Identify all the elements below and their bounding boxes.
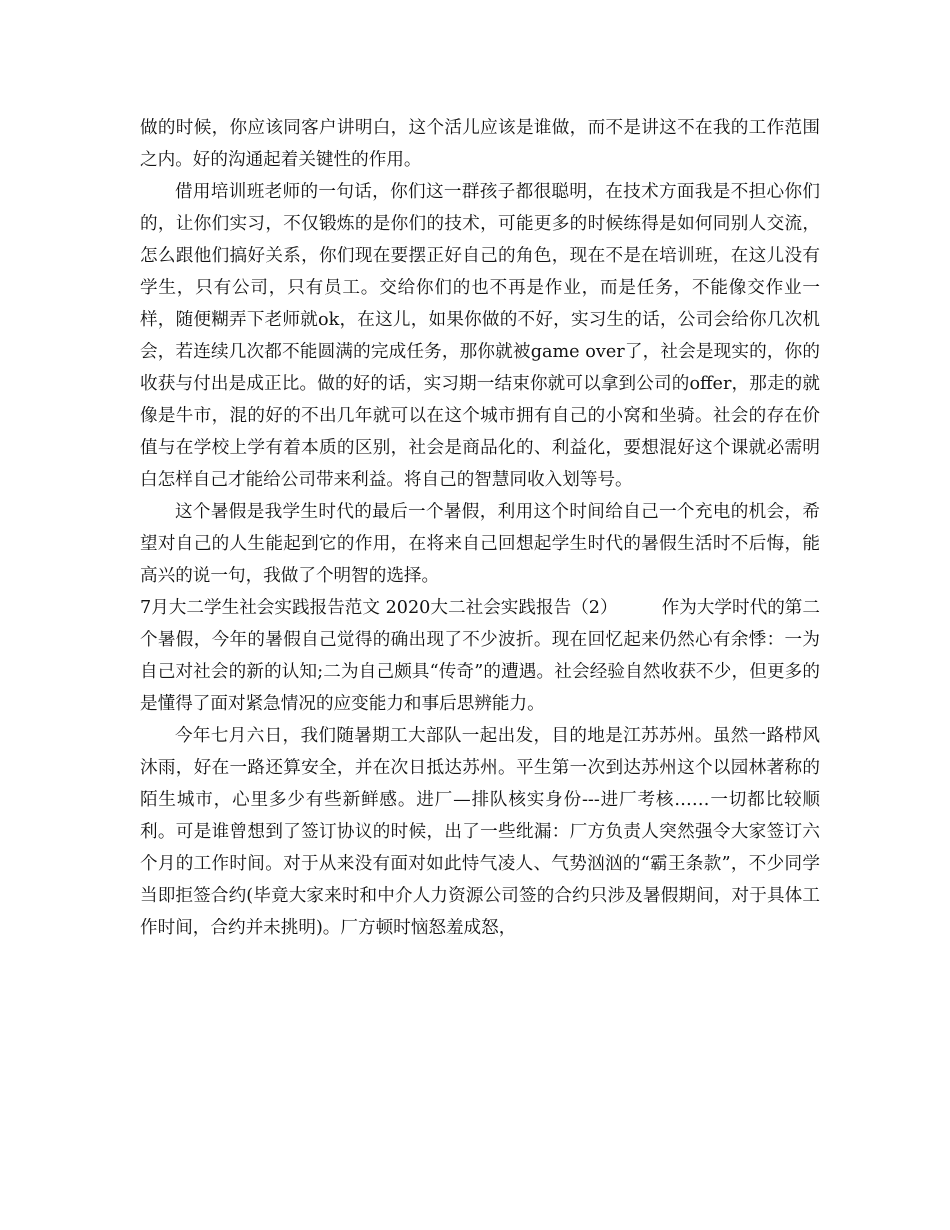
paragraph-report-title-intro: 7月大二学生社会实践报告范文 2020大二社会实践报告（2） 作为大学时代的第二个暑假，今年的暑假自己觉得的确出现了不少波折。现在回忆起来仍然心有余悸：一为自己对社会的新的认知;二为自己颇具“传奇”的遭遇。社会经验自然收获不少，但更多的是懂得了面对紧急情况的应变能力和事后思辨能力。: [140, 598, 820, 714]
document-page: [140, 112, 820, 944]
paragraph-suzhou-trip: 今年七月六日，我们随暑期工大部队一起出发，目的地是江苏苏州。虽然一路栉风沐雨，好在一路还算安全，并在次日抵达苏州。平生第一次到达苏州这个以园林著称的陌生城市，心里多少有些新鲜感。进厂—排队核实身份---进厂考核……一切都比较顺利。可是谁曾想到了签订协议的时候，出了一些纰漏：厂方负责人突然强令大家签订六个月的工作时间。对于从来没有面对如此恃气凌人、气势汹汹的“霸王条款”，不少同学当即拒签合约(毕竟大家来时和中介人力资源公司签的合约只涉及暑假期间，对于具体工作时间，合约并未挑明)。厂方顿时恼怒羞成怒，: [140, 726, 820, 938]
paragraph-trainer-quote: 借用培训班老师的一句话，你们这一群孩子都很聪明，在技术方面我是不担心你们的，让你们实习，不仅锻炼的是你们的技术，可能更多的时候练得是如何同别人交流，怎么跟他们搞好关系，你们现在要摆正好自己的角色，现在不是在培训班，在这儿没有学生，只有公司，只有员工。交给你们的也不再是作业，而是任务，不能像交作业一样，随便糊弄下老师就ok，在这儿，如果你做的不好，实习生的话，公司会给你几次机会，若连续几次都不能圆满的完成任务，那你就被game over了，社会是现实的，你的收获与付出是成正比。做的好的话，实习期一结束你就可以拿到公司的offer，那走的就像是牛市，混的好的不出几年就可以在这个城市拥有自己的小窝和坐骑。社会的存在价值与在学校上学有着本质的区别，社会是商品化的、利益化，要想混好这个课就必需明白怎样自己才能给公司带来利益。将自己的智慧同收入划等号。: [140, 182, 820, 490]
paragraph-summer-conclusion: 这个暑假是我学生时代的最后一个暑假，利用这个时间给自己一个充电的机会，希望对自己的人生能起到它的作用，在将来自己回想起学生时代的暑假生活时不后悔，能高兴的说一句，我做了个明智的选择。: [140, 502, 820, 586]
paragraph-continuation: 做的时候，你应该同客户讲明白，这个活儿应该是谁做，而不是讲这不在我的工作范围之内。好的沟通起着关键性的作用。: [140, 118, 820, 170]
